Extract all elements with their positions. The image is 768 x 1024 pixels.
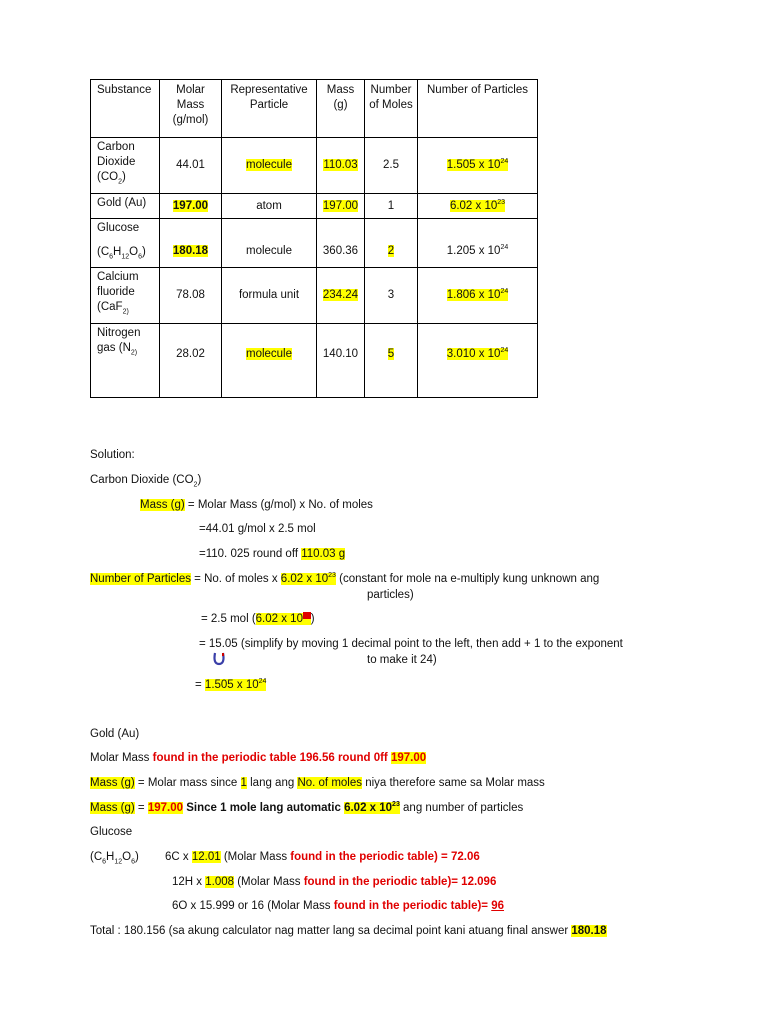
particles-cell: 1.806 x $10^{24}$	[418, 268, 538, 324]
gold-heading: Gold (Au)	[90, 728, 140, 740]
curved-arrow-icon	[212, 651, 226, 667]
header-representative-particle: Representative Particle	[222, 80, 317, 138]
gold-molar-mass-line: Molar Mass found in the periodic table 196.56 round 0ff 197.00	[90, 752, 427, 764]
header-number-of-particles: Number of Particles	[418, 80, 538, 138]
glucose-formula: $(C_6H_{12}O_6)$	[90, 851, 139, 866]
co2-step5: = 1.505 x $10^{24}$	[195, 678, 267, 691]
table-row	[91, 268, 538, 324]
molar-mass-cell: 44.01	[160, 138, 222, 194]
table-row	[91, 194, 538, 219]
moles-cell: 1	[365, 194, 418, 219]
particles-cell: 3.010 x $10^{24}$	[418, 324, 538, 398]
solution-heading: Solution:	[90, 449, 135, 461]
co2-step4: = 15.05 (simplify by moving 1 decimal point to the left, then add + 1 to the exponent	[199, 638, 623, 650]
moles-cell: 3	[365, 268, 418, 324]
molar-mass-cell: 28.02	[160, 324, 222, 398]
substance-cell: Calcium fluoride (CaF$_{2)}$	[91, 268, 160, 324]
mass-cell: 234.24	[317, 268, 365, 324]
substance-cell: Glucose $(C_6H_{12}O_6)$	[91, 219, 160, 268]
glucose-hydrogen-line: 12H x 1.008 (Molar Mass found in the periodic table)= 12.096	[172, 876, 497, 888]
substance-cell: Carbon Dioxide $(CO_2)$	[91, 138, 160, 194]
co2-step4-cont: to make it 24)	[367, 654, 437, 666]
particle-cell: formula unit	[222, 268, 317, 324]
substance-table	[90, 79, 538, 398]
co2-constant-note-cont: particles)	[367, 589, 414, 601]
substance-cell: Gold (Au)	[91, 194, 160, 219]
molar-mass-cell: 180.18	[160, 219, 222, 268]
particle-cell: molecule	[222, 219, 317, 268]
co2-step1: =44.01 g/mol x 2.5 mol	[199, 523, 316, 535]
table-row	[91, 219, 538, 268]
header-molar-mass: Molar Mass (g/mol)	[160, 80, 222, 138]
table-row	[91, 324, 538, 398]
table-row	[91, 138, 538, 194]
co2-mass-formula: Mass (g) = Molar Mass (g/mol) x No. of moles	[140, 499, 373, 511]
molar-mass-cell: 78.08	[160, 268, 222, 324]
particle-cell: molecule	[222, 138, 317, 194]
co2-particles-formula: Number of Particles = No. of moles x 6.02 x $10^{23}$ (constant for mole na e-multiply kung unknown ang	[90, 572, 600, 585]
header-substance: Substance	[91, 80, 160, 138]
substance-cell: Nitrogen gas ($N_{2)}$	[91, 324, 160, 398]
particle-cell: molecule	[222, 324, 317, 398]
moles-cell: 5	[365, 324, 418, 398]
mass-cell: 140.10	[317, 324, 365, 398]
co2-heading: Carbon Dioxide $(CO_2)$	[90, 474, 202, 489]
particles-cell: 1.505 x $10^{24}$	[418, 138, 538, 194]
header-number-of-moles: Number of Moles	[365, 80, 418, 138]
particle-cell: atom	[222, 194, 317, 219]
glucose-total-line: Total : 180.156 (sa akung calculator nag matter lang sa decimal point kani atuang final answer 180.18	[90, 925, 607, 937]
table-header-row	[91, 80, 538, 138]
glucose-carbon-line: 6C x 12.01 (Molar Mass found in the periodic table) = 72.06	[165, 851, 480, 863]
molar-mass-cell: 197.00	[160, 194, 222, 219]
gold-particles-line: Mass (g) = 197.00 Since 1 mole lang automatic 6.02 x $10^{23}$ ang number of particles	[90, 801, 524, 814]
mass-cell: 197.00	[317, 194, 365, 219]
mass-cell: 110.03	[317, 138, 365, 194]
moles-cell: 2	[365, 219, 418, 268]
glucose-heading: Glucose	[90, 826, 133, 838]
mass-cell: 360.36	[317, 219, 365, 268]
particles-cell: 1.205 x $10^{24}$	[418, 219, 538, 268]
co2-step2: =110. 025 round off 110.03 g	[199, 548, 346, 560]
moles-cell: 2.5	[365, 138, 418, 194]
co2-step3: = 2.5 mol (6.02 x $10^{23}$)	[201, 612, 315, 625]
particles-cell: 6.02 x $10^{23}$	[418, 194, 538, 219]
glucose-oxygen-line: 6O x 15.999 or 16 (Molar Mass found in the periodic table)= 96	[172, 900, 505, 912]
header-mass: Mass (g)	[317, 80, 365, 138]
gold-mass-line: Mass (g) = Molar mass since 1 lang ang No. of moles niya therefore same sa Molar mass	[90, 777, 545, 789]
